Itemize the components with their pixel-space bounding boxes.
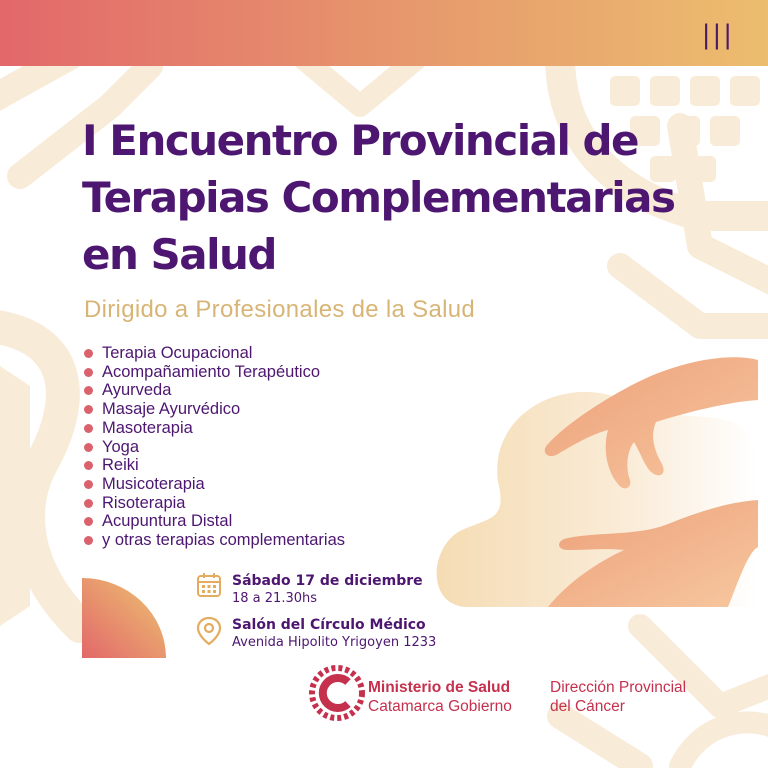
list-item-label: Acupuntura Distal — [102, 512, 233, 531]
list-item-label: y otras terapias complementarias — [102, 531, 346, 550]
direccion-name — [550, 678, 686, 716]
title-line: I Encuentro Provincial de — [82, 116, 639, 165]
ministry-line-2: Catamarca Gobierno — [368, 698, 512, 715]
location-pin-icon — [196, 616, 222, 646]
list-item-label: Terapia Ocupacional — [102, 344, 253, 362]
list-item-label: Risoterapia — [102, 493, 186, 512]
list-item — [82, 512, 345, 531]
list-item — [82, 363, 345, 382]
bullet-icon — [84, 443, 93, 452]
title-line: Terapias Complementarias — [82, 173, 675, 222]
list-item — [82, 475, 345, 494]
bullet-icon — [84, 499, 93, 508]
subtitle: Dirigido a Profesionales de la Salud — [84, 296, 476, 323]
bullet-icon — [84, 424, 93, 433]
list-item-label: Musicoterapia — [102, 474, 205, 493]
list-item — [82, 494, 345, 513]
list-item — [82, 381, 345, 400]
bullet-icon — [84, 349, 93, 358]
bullet-icon — [84, 480, 93, 489]
bullet-icon — [84, 368, 93, 377]
ministry-logo-icon — [308, 664, 366, 722]
address-text: Avenida Hipolito Yrigoyen 1233 — [232, 635, 437, 650]
bullet-icon — [84, 405, 93, 414]
list-item-label: Yoga — [102, 437, 140, 456]
bullet-icon — [84, 386, 93, 395]
ministry-name — [368, 678, 512, 716]
direccion-line-2: del Cáncer — [550, 698, 625, 715]
direccion-line-1: Dirección Provincial — [550, 679, 687, 696]
decorative-quarter-circle — [82, 578, 168, 660]
list-item-label: Masoterapia — [102, 418, 193, 437]
date-text: Sábado 17 de diciembre — [232, 573, 423, 589]
hands-illustration — [428, 352, 758, 612]
ministry-line-1: Ministerio de Salud — [368, 679, 511, 696]
list-item-label: Acompañamiento Terapéutico — [102, 362, 320, 381]
list-item-label: Reiki — [102, 456, 139, 475]
page-title — [82, 112, 742, 283]
list-item — [82, 531, 345, 550]
list-item-label: Ayurveda — [102, 381, 172, 400]
time-text: 18 a 21.30hs — [232, 591, 318, 606]
bullet-icon — [84, 461, 93, 470]
list-item-label: Masaje Ayurvédico — [102, 400, 241, 419]
list-item — [82, 419, 345, 438]
therapy-list — [82, 344, 345, 550]
list-item — [82, 344, 345, 363]
bullet-icon — [84, 536, 93, 545]
title-line: en Salud — [82, 230, 276, 279]
bullet-icon — [84, 517, 93, 526]
list-item — [82, 400, 345, 419]
list-item — [82, 438, 345, 457]
list-item — [82, 456, 345, 475]
three-bars-icon: ||| — [701, 20, 734, 50]
venue-text: Salón del Círculo Médico — [232, 617, 426, 633]
calendar-icon — [196, 572, 222, 598]
